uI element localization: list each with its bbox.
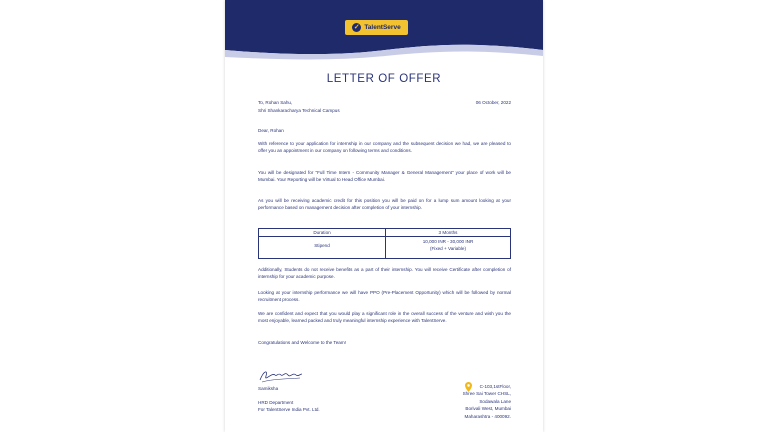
letter-title: LETTER OF OFFER [326,73,442,85]
recipient-institution: Shri Shankaracharya Technical Campus [258,108,340,113]
address-line-3: Sodawala Lane [479,398,511,404]
paragraph-stipend: As you will be receiving academic credit for this position you will be paid on for a lump sum amount looking at your performance based on management decision after completion of your internship. [258,198,511,211]
company-address [431,383,511,420]
stipend-type: (Fixed + Variable) [429,246,467,251]
offer-letter-page [225,0,543,432]
signature-image [258,366,304,384]
signer-company: For TalentServe India Pvt. Ltd. [258,407,320,412]
recipient-name: To, Rohan Sahu, [258,100,293,105]
address-line-1: C-103,1stFloor, [479,384,511,389]
brand-name: TalentServe [364,24,401,31]
salutation: Dear, Rohan [258,128,284,133]
stipend-range: 10,000 INR - 30,000 INR [422,239,474,244]
address-line-2: Shree Sai Tower CHSL, [462,391,511,397]
paragraph-closing: We are confident and expect that you would play a significant role in the overall success of the venture and wish you the most enjoyable, learned packed and truly meaningful internship experience with TalentServe. [258,311,511,324]
table-cell-stipend-label: Stipend [314,243,330,248]
paragraph-intro: With reference to your application for internship in our company and the subsequent decision we had, we are pleased to offer you an appointment in our company on following terms and conditions. [258,141,511,154]
congratulations-line: Congratulations and Welcome to the Team! [258,340,346,345]
table-header-duration: Duration [313,229,331,235]
table-header-months: 3 Months [438,229,458,235]
letter-date: 06 October, 2022 [475,100,511,105]
company-logo [345,20,408,35]
signer-department: HRD Department [258,400,294,405]
signer-name: Samiksha [258,386,279,391]
address-line-5: Maharashtra - 400092. [464,413,511,419]
table-cell-stipend-value [385,238,511,252]
address-line-4: Borivali West, Mumbai [465,406,511,412]
check-badge-icon: ✓ [353,24,360,31]
paragraph-designation: You will be designated for "Full Time Intern - Community Manager & General Management" your place of work will be Mumbai. Your Reporting will be Virtual to Head Office Mumbai. [258,170,511,183]
paragraph-ppo: Looking at your internship performance we will have PPO (Pre-Placement Opportunity) which will be followed by normal recruitment process. [258,290,511,303]
paragraph-benefits: Additionally, Students do not receive benefits as a part of their internship. You will receive Certificate after completion of internship for your academic purpose. [258,267,511,280]
stipend-table [258,228,511,259]
